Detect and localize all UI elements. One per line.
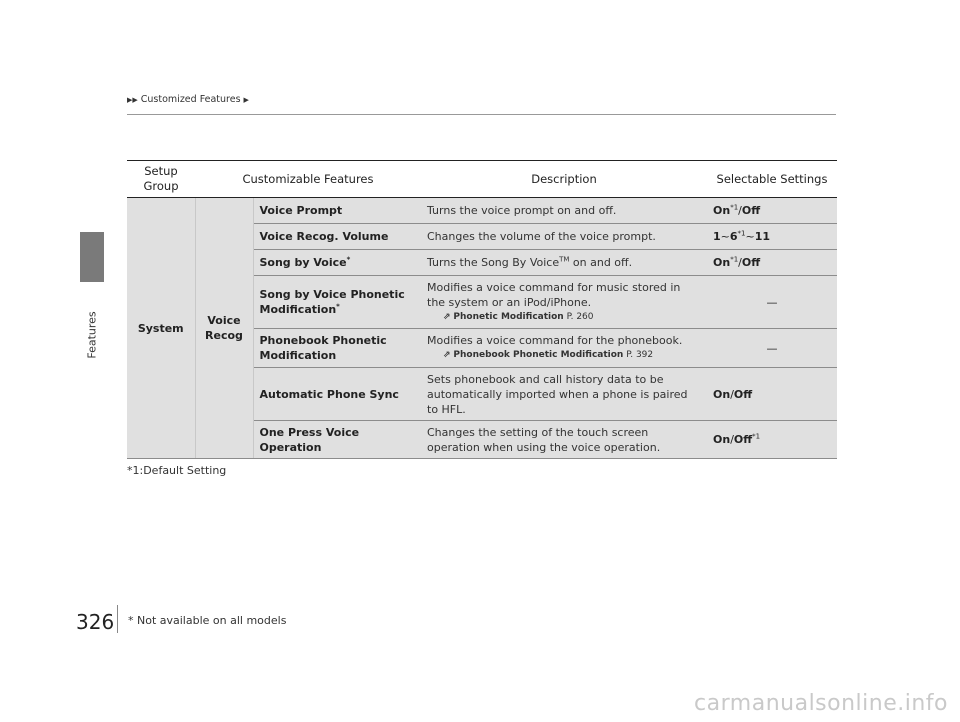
setup-group-cell: System [127,198,195,459]
feature-name: Phonebook Phonetic Modification [253,329,421,368]
availability-note: * Not available on all models [128,614,287,627]
selectable-setting: On/Off$^{*1}$ [707,421,837,459]
feature-description: Sets phonebook and call history data to be automatically imported when a phone is paired to HFL. [421,368,707,421]
feature-description: Modifies a voice command for the phonebook. ⇗ Phonebook Phonetic Modification P. 392 [421,329,707,368]
selectable-setting: On$^{*1}$/Off [707,250,837,276]
selectable-setting: — [707,276,837,329]
page-number: 326 [76,610,115,634]
section-tab-marker [80,232,104,282]
customized-features-table [127,160,837,459]
feature-name: Automatic Phone Sync [253,368,421,421]
reference-arrow-icon: ⇗ [443,350,451,360]
default-setting-footnote: *1:Default Setting [127,464,227,477]
selectable-setting: 1~6$^{*1}$~11 [707,224,837,250]
selectable-setting: On$^{*1}$/Off [707,198,837,224]
side-section-label: Features [85,311,99,359]
feature-description: Changes the volume of the voice prompt. [421,224,707,250]
feature-name: Song by Voice Phonetic Modification* [253,276,421,329]
cross-reference-link[interactable]: ⇗ Phonebook Phonetic Modification P. 392 [443,350,654,360]
subgroup-cell: Voice Recog [195,198,253,459]
breadcrumb-label[interactable]: Customized Features [140,94,241,105]
feature-description: Modifies a voice command for music stored in the system or an iPod/iPhone. ⇗ Phonetic Modification P. 260 [421,276,707,329]
breadcrumb-arrow-icon: ▶▶ [127,95,138,104]
selectable-setting: — [707,329,837,368]
footer-divider [117,605,118,633]
feature-description: Turns the Song By Voice™ on and off. [421,250,707,276]
feature-name: One Press Voice Operation [253,421,421,459]
feature-name: Voice Prompt [253,198,421,224]
table-header-row [127,161,837,198]
header-selectable-settings: Selectable Settings [707,161,837,198]
cross-reference-link[interactable]: ⇗ Phonetic Modification P. 260 [443,311,594,322]
header-rule [127,114,836,115]
breadcrumb-arrow-icon: ▶ [243,95,249,104]
selectable-setting: On/Off [707,368,837,421]
header-customizable-features: Customizable Features [195,161,421,198]
reference-arrow-icon: ⇗ [443,311,451,322]
table-row [127,198,837,224]
breadcrumb [127,94,249,105]
feature-name: Voice Recog. Volume [253,224,421,250]
header-setup-group: Setup Group [127,161,195,198]
watermark: carmanualsonline.info [694,691,948,716]
feature-description: Changes the setting of the touch screen operation when using the voice operation. [421,421,707,459]
feature-description: Turns the voice prompt on and off. [421,198,707,224]
feature-name: Song by Voice* [253,250,421,276]
header-description: Description [421,161,707,198]
